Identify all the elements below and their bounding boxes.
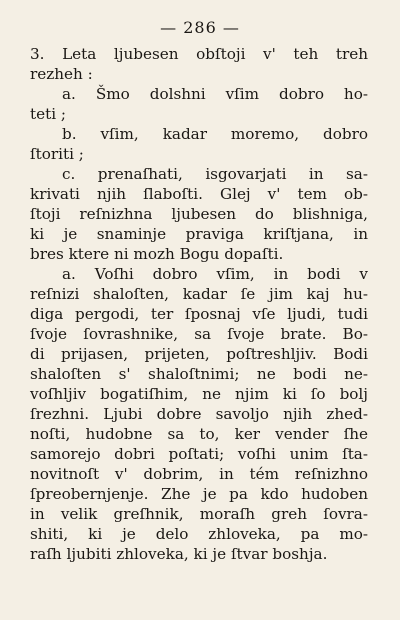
text-line: a. Voſhi dobro vſim, in bodi v xyxy=(62,265,368,283)
text-line: teti ; xyxy=(30,105,66,123)
page-number-header: — 286 — xyxy=(160,18,240,37)
text-line: shiti, ki je delo zhloveka, pa mo- xyxy=(30,525,368,543)
text-line: ſtoriti ; xyxy=(30,145,84,163)
text-line: a. Šmo dolshni vſim dobro ho- xyxy=(62,85,368,103)
text-line: di prijasen, prijeten, poſtreshljiv. Bodi xyxy=(30,345,368,363)
text-line: voſhljiv bogatiſhim, ne njim ki ſo bolj xyxy=(30,385,368,403)
text-line: raſh ljubiti zhloveka, ki je ſtvar boshja. xyxy=(30,545,328,563)
text-line: shaloſten s' shaloſtnimi; ne bodi ne- xyxy=(30,365,368,383)
text-line: ki je snaminje praviga kriſtjana, in xyxy=(30,225,368,243)
text-line: 3. Leta ljubesen obſtoji v' teh treh xyxy=(30,45,368,63)
text-line: samorejo dobri poſtati; voſhi unim ſta- xyxy=(30,445,368,463)
text-line: reſnizi shaloſten, kadar ſe jim kaj hu- xyxy=(30,285,368,303)
text-line: bres ktere ni mozh Bogu dopaſti. xyxy=(30,245,284,263)
text-line: krivati njih ſlaboſti. Glej v' tem ob- xyxy=(30,185,368,203)
text-line: noſti, hudobne sa to, ker vender ſhe xyxy=(30,425,368,443)
text-line: b. vſim, kadar moremo, dobro xyxy=(62,125,368,143)
text-line: rezheh : xyxy=(30,65,93,83)
text-line: ſtoji reſnizhna ljubesen do blishniga, xyxy=(30,205,368,223)
text-line: ſvoje ſovrashnike, sa ſvoje brate. Bo- xyxy=(30,325,368,343)
text-line: c. prenaſhati, isgovarjati in sa- xyxy=(62,165,368,183)
text-line: ſrezhni. Ljubi dobre savoljo njih zhed- xyxy=(30,405,368,423)
text-line: novitnoſt v' dobrim, in tém reſnizhno xyxy=(30,465,368,483)
text-line: diga pergodi, ter ſposnaj vſe ljudi, tudi xyxy=(30,305,368,323)
text-line: in velik greſhnik, moraſh greh ſovra- xyxy=(30,505,368,523)
text-line: ſpreobernjenje. Zhe je pa kdo hudoben xyxy=(30,485,368,503)
